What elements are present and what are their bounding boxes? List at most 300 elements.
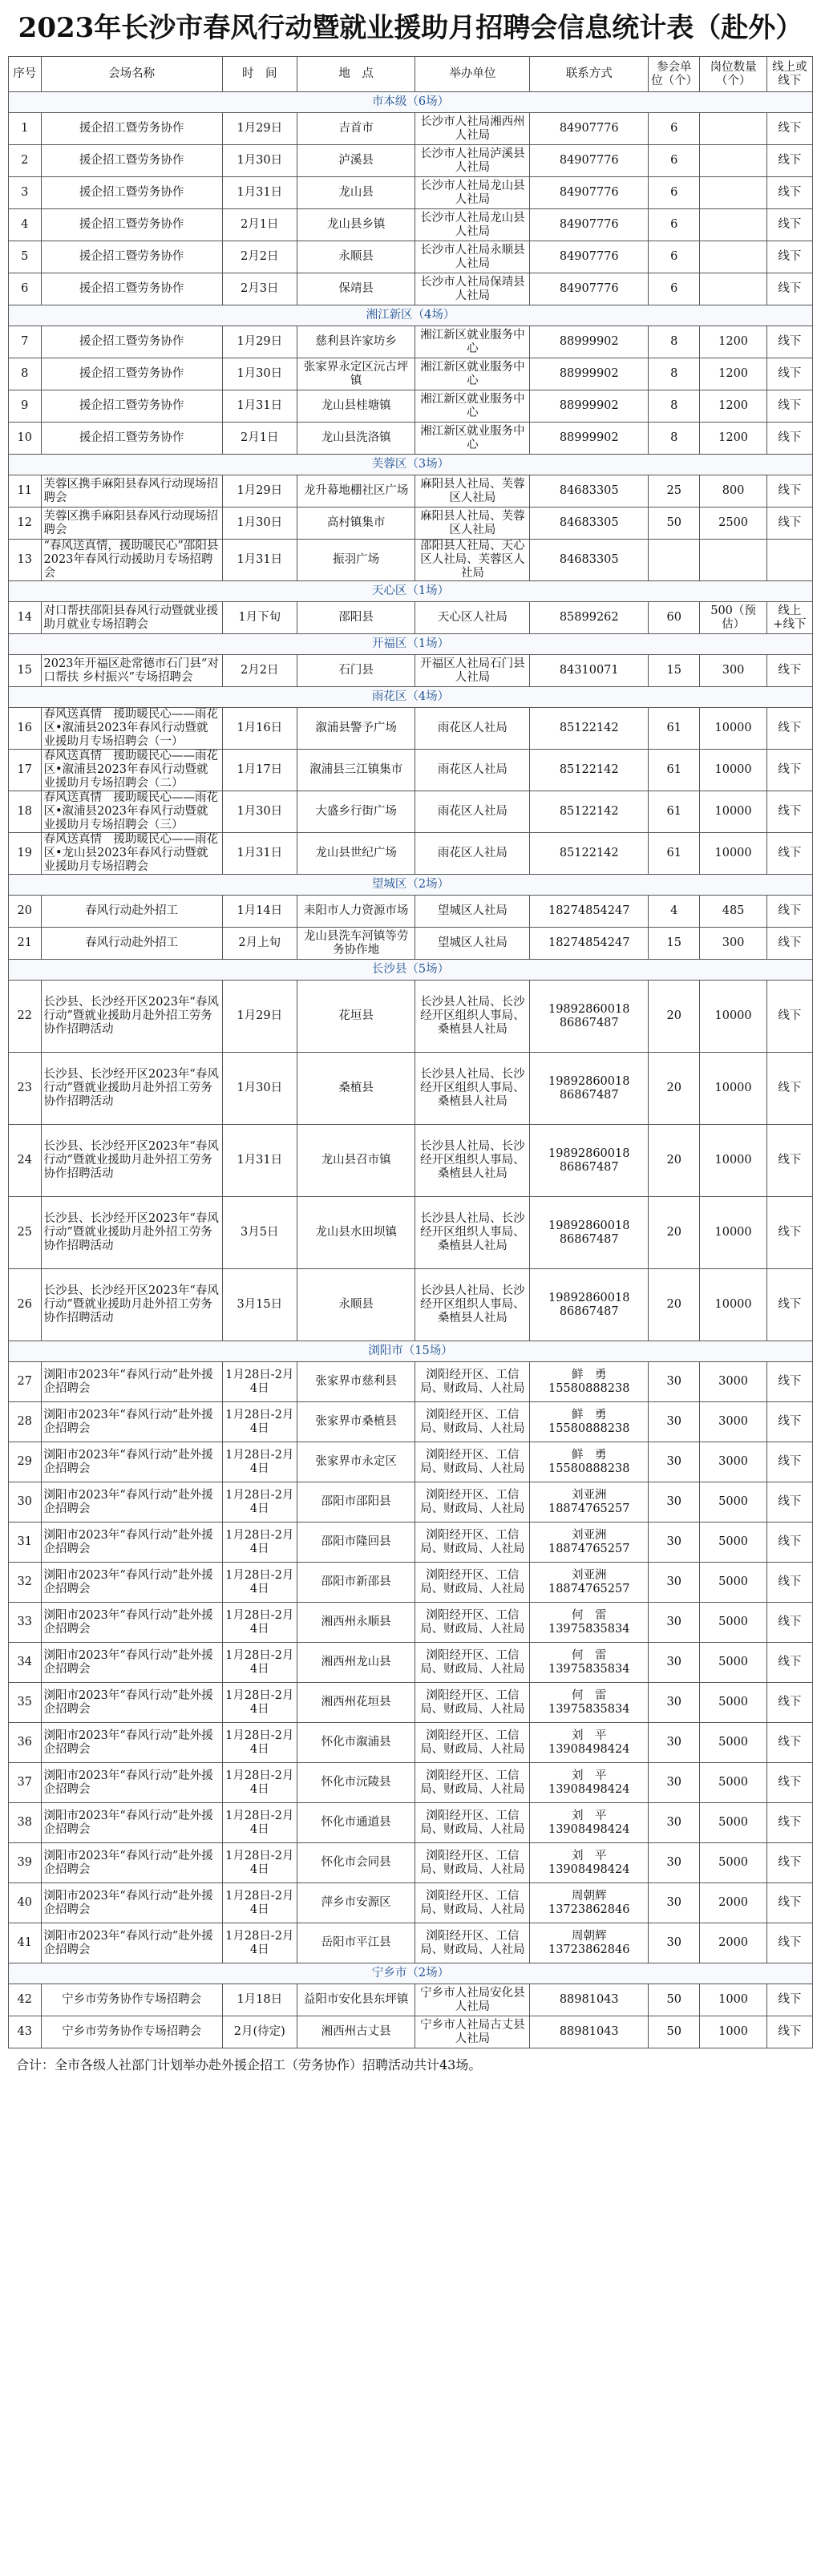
- table-cell: 龙山县洗车河镇等劳务协作地: [297, 928, 415, 960]
- table-cell: 周朝辉 13723862846: [530, 1883, 649, 1923]
- table-cell: 10000: [700, 1269, 766, 1341]
- table-cell: 线下: [766, 1984, 812, 2016]
- table-cell: 1月28日-2月4日: [222, 1843, 297, 1883]
- table-row: [9, 177, 813, 209]
- table-cell: 1月17日: [222, 750, 297, 791]
- table-cell: 1月30日: [222, 1053, 297, 1125]
- table-cell: 15: [9, 655, 42, 687]
- header-cell: 岗位数量（个）: [700, 57, 766, 92]
- table-cell: 5000: [700, 1763, 766, 1803]
- table-cell: 浏阳市2023年“春风行动”赴外援企招聘会: [41, 1843, 222, 1883]
- table-cell: 1200: [700, 390, 766, 423]
- table-cell: 84683305: [530, 508, 649, 540]
- table-cell: 浏阳市2023年“春风行动”赴外援企招聘会: [41, 1442, 222, 1482]
- table-cell: 3月5日: [222, 1197, 297, 1269]
- table-cell: 线下: [766, 1883, 812, 1923]
- table-cell: 宁乡市人社局安化县人社局: [415, 1984, 530, 2016]
- table-row: [9, 1843, 813, 1883]
- table-cell: 8: [649, 358, 700, 390]
- table-cell: 19892860018 86867487: [530, 1053, 649, 1125]
- table-cell: 鲜 勇 15580888238: [530, 1362, 649, 1402]
- table-cell: 浏阳市2023年“春风行动”赴外援企招聘会: [41, 1723, 222, 1763]
- table-cell: 1月31日: [222, 1125, 297, 1197]
- table-cell: 39: [9, 1843, 42, 1883]
- table-cell: 17: [9, 750, 42, 791]
- table-cell: 泸溪县: [297, 145, 415, 177]
- table-cell: 线下: [766, 1402, 812, 1442]
- table-row: [9, 508, 813, 540]
- table-cell: 龙山县水田坝镇: [297, 1197, 415, 1269]
- table-cell: 援企招工暨劳务协作: [41, 273, 222, 305]
- table-cell: 长沙县人社局、长沙经开区组织人事局、桑植县人社局: [415, 1197, 530, 1269]
- table-cell: 85122142: [530, 750, 649, 791]
- table-cell: 50: [649, 2016, 700, 2048]
- table-cell: 10000: [700, 981, 766, 1053]
- table-cell: 2月上旬: [222, 928, 297, 960]
- table-cell: 2月1日: [222, 423, 297, 455]
- table-cell: 湘江新区就业服务中心: [415, 423, 530, 455]
- table-cell: 保靖县: [297, 273, 415, 305]
- table-cell: 1月31日: [222, 540, 297, 581]
- table-cell: 浏阳市2023年“春风行动”赴外援企招聘会: [41, 1603, 222, 1643]
- table-cell: 85122142: [530, 791, 649, 833]
- table-cell: 线下: [766, 1843, 812, 1883]
- table-cell: 61: [649, 750, 700, 791]
- table-cell: 20: [649, 1197, 700, 1269]
- table-row: [9, 1523, 813, 1563]
- recruitment-table: [8, 56, 813, 2048]
- table-cell: 桑植县: [297, 1053, 415, 1125]
- table-cell: 8: [9, 358, 42, 390]
- table-cell: 线下: [766, 1523, 812, 1563]
- table-row: [9, 209, 813, 241]
- section-row: [9, 305, 813, 326]
- table-cell: 周朝辉 13723862846: [530, 1923, 649, 1963]
- table-cell: 浏阳经开区、工信局、财政局、人社局: [415, 1523, 530, 1563]
- table-cell: 1月29日: [222, 113, 297, 145]
- table-cell: 2月(待定): [222, 2016, 297, 2048]
- table-row: [9, 655, 813, 687]
- table-cell: 10000: [700, 1125, 766, 1197]
- table-cell: “春风送真情，援助暖民心”邵阳县2023年春风行动援助月专场招聘会: [41, 540, 222, 581]
- table-cell: 4: [649, 896, 700, 928]
- table-cell: 刘亚洲 18874765257: [530, 1482, 649, 1523]
- table-cell: 6: [9, 273, 42, 305]
- table-cell: 怀化市溆浦县: [297, 1723, 415, 1763]
- table-row: [9, 708, 813, 750]
- table-cell: 浏阳市2023年“春风行动”赴外援企招聘会: [41, 1923, 222, 1963]
- table-cell: 春风送真情 援助暖民心——雨花区•溆浦县2023年春风行动暨就业援助月专场招聘会（三）: [41, 791, 222, 833]
- table-cell: 湘江新区就业服务中心: [415, 358, 530, 390]
- header-cell: 线上或线下: [766, 57, 812, 92]
- table-cell: 6: [649, 145, 700, 177]
- table-cell: 湘西州古丈县: [297, 2016, 415, 2048]
- table-cell: 线下: [766, 1643, 812, 1683]
- table-cell: 线下: [766, 928, 812, 960]
- section-title: 长沙县（5场）: [9, 960, 813, 981]
- table-cell: 何 雷 13975835834: [530, 1683, 649, 1723]
- table-cell: 线下: [766, 1603, 812, 1643]
- table-cell: 线上+线下: [766, 602, 812, 634]
- table-cell: 31: [9, 1523, 42, 1563]
- table-cell: 何 雷 13975835834: [530, 1643, 649, 1683]
- table-cell: 1月18日: [222, 1984, 297, 2016]
- table-cell: 10000: [700, 750, 766, 791]
- table-row: [9, 791, 813, 833]
- table-cell: 26: [9, 1269, 42, 1341]
- table-cell: 张家界市桑植县: [297, 1402, 415, 1442]
- table-row: [9, 1923, 813, 1963]
- table-cell: 浏阳经开区、工信局、财政局、人社局: [415, 1923, 530, 1963]
- table-cell: 鲜 勇 15580888238: [530, 1402, 649, 1442]
- table-cell: 5000: [700, 1723, 766, 1763]
- section-row: [9, 455, 813, 475]
- table-cell: 37: [9, 1763, 42, 1803]
- table-cell: 2月3日: [222, 273, 297, 305]
- table-cell: 线下: [766, 1683, 812, 1723]
- table-row: [9, 1984, 813, 2016]
- table-cell: 线下: [766, 655, 812, 687]
- table-cell: 耒阳市人力资源市场: [297, 896, 415, 928]
- table-cell: 3: [9, 177, 42, 209]
- table-cell: 19892860018 86867487: [530, 1125, 649, 1197]
- table-row: [9, 1563, 813, 1603]
- table-cell: 30: [649, 1603, 700, 1643]
- table-row: [9, 1643, 813, 1683]
- table-cell: 9: [9, 390, 42, 423]
- table-cell: 开福区人社局石门县人社局: [415, 655, 530, 687]
- table-row: [9, 273, 813, 305]
- table-cell: 300: [700, 928, 766, 960]
- table-row: [9, 423, 813, 455]
- table-cell: 1月30日: [222, 791, 297, 833]
- table-cell: 溆浦县三江镇集市: [297, 750, 415, 791]
- table-cell: 高村镇集市: [297, 508, 415, 540]
- table-cell: 30: [649, 1763, 700, 1803]
- total-note: 合计：全市各级人社部门计划举办赴外援企招工（劳务协作）招聘活动共计43场。: [16, 2057, 482, 2073]
- table-cell: 19892860018 86867487: [530, 1269, 649, 1341]
- table-cell: 1月下旬: [222, 602, 297, 634]
- table-cell: 浏阳市2023年“春风行动”赴外援企招聘会: [41, 1763, 222, 1803]
- table-cell: 龙山县世纪广场: [297, 833, 415, 875]
- table-cell: 18274854247: [530, 928, 649, 960]
- table-cell: 雨花区人社局: [415, 750, 530, 791]
- table-cell: 春风送真情 援助暖民心——雨花区•龙山县2023年春风行动暨就业援助月专场招聘会: [41, 833, 222, 875]
- table-cell: 长沙县人社局、长沙经开区组织人事局、桑植县人社局: [415, 1269, 530, 1341]
- table-cell: 援企招工暨劳务协作: [41, 113, 222, 145]
- section-title: 雨花区（4场）: [9, 687, 813, 708]
- table-cell: 1月16日: [222, 708, 297, 750]
- table-cell: 援企招工暨劳务协作: [41, 423, 222, 455]
- table-cell: 线下: [766, 113, 812, 145]
- table-cell: 20: [649, 1053, 700, 1125]
- table-cell: 10000: [700, 1197, 766, 1269]
- table-row: [9, 390, 813, 423]
- table-row: [9, 1803, 813, 1843]
- table-cell: 25: [9, 1197, 42, 1269]
- table-cell: 1200: [700, 326, 766, 358]
- table-cell: 石门县: [297, 655, 415, 687]
- table-cell: 1月28日-2月4日: [222, 1362, 297, 1402]
- section-row: [9, 875, 813, 896]
- table-cell: 34: [9, 1643, 42, 1683]
- table-cell: 84683305: [530, 475, 649, 508]
- table-cell: 线下: [766, 273, 812, 305]
- table-cell: 84907776: [530, 113, 649, 145]
- page-title: 2023年长沙市春风行动暨就业援助月招聘会信息统计表（赴外）: [18, 12, 803, 44]
- table-cell: 湘江新区就业服务中心: [415, 326, 530, 358]
- table-cell: 浏阳市2023年“春风行动”赴外援企招聘会: [41, 1482, 222, 1523]
- table-row: [9, 1402, 813, 1442]
- table-cell: 15: [649, 928, 700, 960]
- table-row: [9, 1269, 813, 1341]
- table-cell: 春风送真情 援助暖民心——雨花区•溆浦县2023年春风行动暨就业援助月专场招聘会（一）: [41, 708, 222, 750]
- header-cell: 举办单位: [415, 57, 530, 92]
- table-cell: 宁乡市劳务协作专场招聘会: [41, 2016, 222, 2048]
- table-cell: 1月28日-2月4日: [222, 1402, 297, 1442]
- section-row: [9, 634, 813, 655]
- table-cell: 30: [9, 1482, 42, 1523]
- table-cell: 邵阳市隆回县: [297, 1523, 415, 1563]
- table-cell: 2: [9, 145, 42, 177]
- table-cell: 8: [649, 390, 700, 423]
- table-cell: [766, 540, 812, 581]
- section-row: [9, 687, 813, 708]
- table-cell: 望城区人社局: [415, 896, 530, 928]
- table-cell: 32: [9, 1563, 42, 1603]
- table-cell: 浏阳市2023年“春风行动”赴外援企招聘会: [41, 1563, 222, 1603]
- table-cell: 60: [649, 602, 700, 634]
- table-cell: 援企招工暨劳务协作: [41, 209, 222, 241]
- table-row: [9, 1763, 813, 1803]
- table-cell: 30: [649, 1683, 700, 1723]
- header-cell: 联系方式: [530, 57, 649, 92]
- table-cell: 长沙县人社局、长沙经开区组织人事局、桑植县人社局: [415, 981, 530, 1053]
- table-cell: 麻阳县人社局、芙蓉区人社局: [415, 508, 530, 540]
- table-cell: 浏阳经开区、工信局、财政局、人社局: [415, 1803, 530, 1843]
- table-cell: 线下: [766, 708, 812, 750]
- table-row: [9, 475, 813, 508]
- table-cell: 线下: [766, 833, 812, 875]
- section-row: [9, 1341, 813, 1362]
- table-cell: 1200: [700, 358, 766, 390]
- table-cell: 长沙县、长沙经开区2023年“春风行动”暨就业援助月赴外招工劳务协作招聘活动: [41, 1125, 222, 1197]
- table-cell: 线下: [766, 1563, 812, 1603]
- table-cell: 1月28日-2月4日: [222, 1723, 297, 1763]
- table-cell: 41: [9, 1923, 42, 1963]
- table-cell: 1月14日: [222, 896, 297, 928]
- table-cell: 线下: [766, 1053, 812, 1125]
- table-cell: 援企招工暨劳务协作: [41, 145, 222, 177]
- table-cell: 浏阳经开区、工信局、财政局、人社局: [415, 1362, 530, 1402]
- table-cell: 1月28日-2月4日: [222, 1683, 297, 1723]
- table-cell: 84907776: [530, 145, 649, 177]
- table-cell: 芙蓉区携手麻阳县春风行动现场招聘会: [41, 508, 222, 540]
- table-cell: 24: [9, 1125, 42, 1197]
- table-cell: 望城区人社局: [415, 928, 530, 960]
- table-row: [9, 241, 813, 273]
- table-cell: 邵阳市邵阳县: [297, 1482, 415, 1523]
- table-cell: 35: [9, 1683, 42, 1723]
- table-cell: 8: [649, 423, 700, 455]
- table-row: [9, 1125, 813, 1197]
- header-cell: 时 间: [222, 57, 297, 92]
- table-cell: 湘江新区就业服务中心: [415, 390, 530, 423]
- table-cell: 2月1日: [222, 209, 297, 241]
- table-cell: [700, 177, 766, 209]
- table-cell: 20: [649, 1125, 700, 1197]
- table-row: [9, 145, 813, 177]
- table-cell: 浏阳经开区、工信局、财政局、人社局: [415, 1643, 530, 1683]
- table-cell: 27: [9, 1362, 42, 1402]
- section-title: 宁乡市（2场）: [9, 1963, 813, 1984]
- table-cell: 线下: [766, 1723, 812, 1763]
- table-cell: 长沙县、长沙经开区2023年“春风行动”暨就业援助月赴外招工劳务协作招聘活动: [41, 981, 222, 1053]
- table-cell: 16: [9, 708, 42, 750]
- header-cell: 会场名称: [41, 57, 222, 92]
- table-cell: 28: [9, 1402, 42, 1442]
- table-cell: 浏阳经开区、工信局、财政局、人社局: [415, 1563, 530, 1603]
- table-cell: 浏阳市2023年“春风行动”赴外援企招聘会: [41, 1883, 222, 1923]
- table-cell: 2月2日: [222, 655, 297, 687]
- table-cell: 6: [649, 241, 700, 273]
- table-cell: 85899262: [530, 602, 649, 634]
- table-cell: 春风行动赴外招工: [41, 896, 222, 928]
- table-cell: 龙山县: [297, 177, 415, 209]
- table-cell: 50: [649, 508, 700, 540]
- table-cell: 长沙县、长沙经开区2023年“春风行动”暨就业援助月赴外招工劳务协作招聘活动: [41, 1269, 222, 1341]
- table-cell: 30: [649, 1723, 700, 1763]
- table-cell: 龙山县召市镇: [297, 1125, 415, 1197]
- table-cell: 13: [9, 540, 42, 581]
- table-cell: 天心区人社局: [415, 602, 530, 634]
- section-title: 开福区（1场）: [9, 634, 813, 655]
- table-cell: 22: [9, 981, 42, 1053]
- table-cell: 1000: [700, 1984, 766, 2016]
- table-cell: 1月28日-2月4日: [222, 1563, 297, 1603]
- table-cell: 浏阳市2023年“春风行动”赴外援企招聘会: [41, 1803, 222, 1843]
- table-cell: 浏阳市2023年“春风行动”赴外援企招聘会: [41, 1683, 222, 1723]
- table-cell: 龙山县洗洛镇: [297, 423, 415, 455]
- header-cell: 地 点: [297, 57, 415, 92]
- table-cell: 23: [9, 1053, 42, 1125]
- section-row: [9, 960, 813, 981]
- table-cell: 1: [9, 113, 42, 145]
- table-cell: 1月28日-2月4日: [222, 1923, 297, 1963]
- table-cell: 3000: [700, 1402, 766, 1442]
- table-row: [9, 896, 813, 928]
- table-cell: 援企招工暨劳务协作: [41, 358, 222, 390]
- table-cell: 宁乡市人社局古丈县人社局: [415, 2016, 530, 2048]
- table-cell: 30: [649, 1563, 700, 1603]
- table-cell: 12: [9, 508, 42, 540]
- table-cell: [700, 273, 766, 305]
- section-row: [9, 581, 813, 602]
- table-cell: 85122142: [530, 708, 649, 750]
- table-cell: [649, 540, 700, 581]
- table-cell: 10000: [700, 1053, 766, 1125]
- table-cell: 线下: [766, 423, 812, 455]
- table-cell: 刘 平 13908498424: [530, 1723, 649, 1763]
- section-title: 望城区（2场）: [9, 875, 813, 896]
- table-cell: 84683305: [530, 540, 649, 581]
- table-cell: 岳阳市平江县: [297, 1923, 415, 1963]
- table-cell: 1月31日: [222, 390, 297, 423]
- table-cell: 浏阳经开区、工信局、财政局、人社局: [415, 1843, 530, 1883]
- table-row: [9, 928, 813, 960]
- table-cell: 1月29日: [222, 981, 297, 1053]
- table-cell: 浏阳经开区、工信局、财政局、人社局: [415, 1683, 530, 1723]
- table-cell: 1月31日: [222, 177, 297, 209]
- table-cell: 线下: [766, 750, 812, 791]
- table-cell: 麻阳县人社局、芙蓉区人社局: [415, 475, 530, 508]
- table-cell: 湘西州永顺县: [297, 1603, 415, 1643]
- table-cell: 88981043: [530, 1984, 649, 2016]
- table-cell: 11: [9, 475, 42, 508]
- table-cell: 38: [9, 1803, 42, 1843]
- table-cell: 15: [649, 655, 700, 687]
- table-cell: 雨花区人社局: [415, 833, 530, 875]
- table-cell: 6: [649, 177, 700, 209]
- table-cell: 10000: [700, 708, 766, 750]
- table-cell: 7: [9, 326, 42, 358]
- table-cell: 5000: [700, 1563, 766, 1603]
- table-row: [9, 1442, 813, 1482]
- table-cell: 线下: [766, 390, 812, 423]
- table-cell: 5000: [700, 1603, 766, 1643]
- table-row: [9, 358, 813, 390]
- section-row: [9, 1963, 813, 1984]
- table-cell: 线下: [766, 1923, 812, 1963]
- table-cell: 1月28日-2月4日: [222, 1442, 297, 1482]
- table-cell: 刘 平 13908498424: [530, 1803, 649, 1843]
- table-cell: 刘 平 13908498424: [530, 1763, 649, 1803]
- table-cell: 浏阳经开区、工信局、财政局、人社局: [415, 1763, 530, 1803]
- table-cell: 春风送真情 援助暖民心——雨花区•溆浦县2023年春风行动暨就业援助月专场招聘会（二）: [41, 750, 222, 791]
- table-cell: 永顺县: [297, 241, 415, 273]
- table-cell: 援企招工暨劳务协作: [41, 390, 222, 423]
- table-cell: 14: [9, 602, 42, 634]
- table-cell: 线下: [766, 1442, 812, 1482]
- table-cell: 大盛乡行街广场: [297, 791, 415, 833]
- table-cell: 61: [649, 833, 700, 875]
- table-cell: 84907776: [530, 209, 649, 241]
- table-cell: 1月29日: [222, 326, 297, 358]
- table-cell: 30: [649, 1362, 700, 1402]
- table-cell: 怀化市通道县: [297, 1803, 415, 1843]
- table-cell: 10: [9, 423, 42, 455]
- table-cell: 1月28日-2月4日: [222, 1523, 297, 1563]
- table-cell: 8: [649, 326, 700, 358]
- table-cell: 振羽广场: [297, 540, 415, 581]
- table-row: [9, 833, 813, 875]
- table-cell: 线下: [766, 1269, 812, 1341]
- table-cell: 4: [9, 209, 42, 241]
- table-cell: 5000: [700, 1523, 766, 1563]
- table-cell: 线下: [766, 508, 812, 540]
- table-row: [9, 1883, 813, 1923]
- table-cell: 61: [649, 708, 700, 750]
- table-cell: 雨花区人社局: [415, 708, 530, 750]
- table-cell: [700, 241, 766, 273]
- table-cell: 线下: [766, 326, 812, 358]
- section-row: [9, 92, 813, 113]
- table-cell: 3000: [700, 1442, 766, 1482]
- table-cell: 线下: [766, 358, 812, 390]
- table-cell: 5000: [700, 1683, 766, 1723]
- table-cell: 2023年开福区赴常德市石门县“对口帮扶 乡村振兴”专场招聘会: [41, 655, 222, 687]
- table-cell: 雨花区人社局: [415, 791, 530, 833]
